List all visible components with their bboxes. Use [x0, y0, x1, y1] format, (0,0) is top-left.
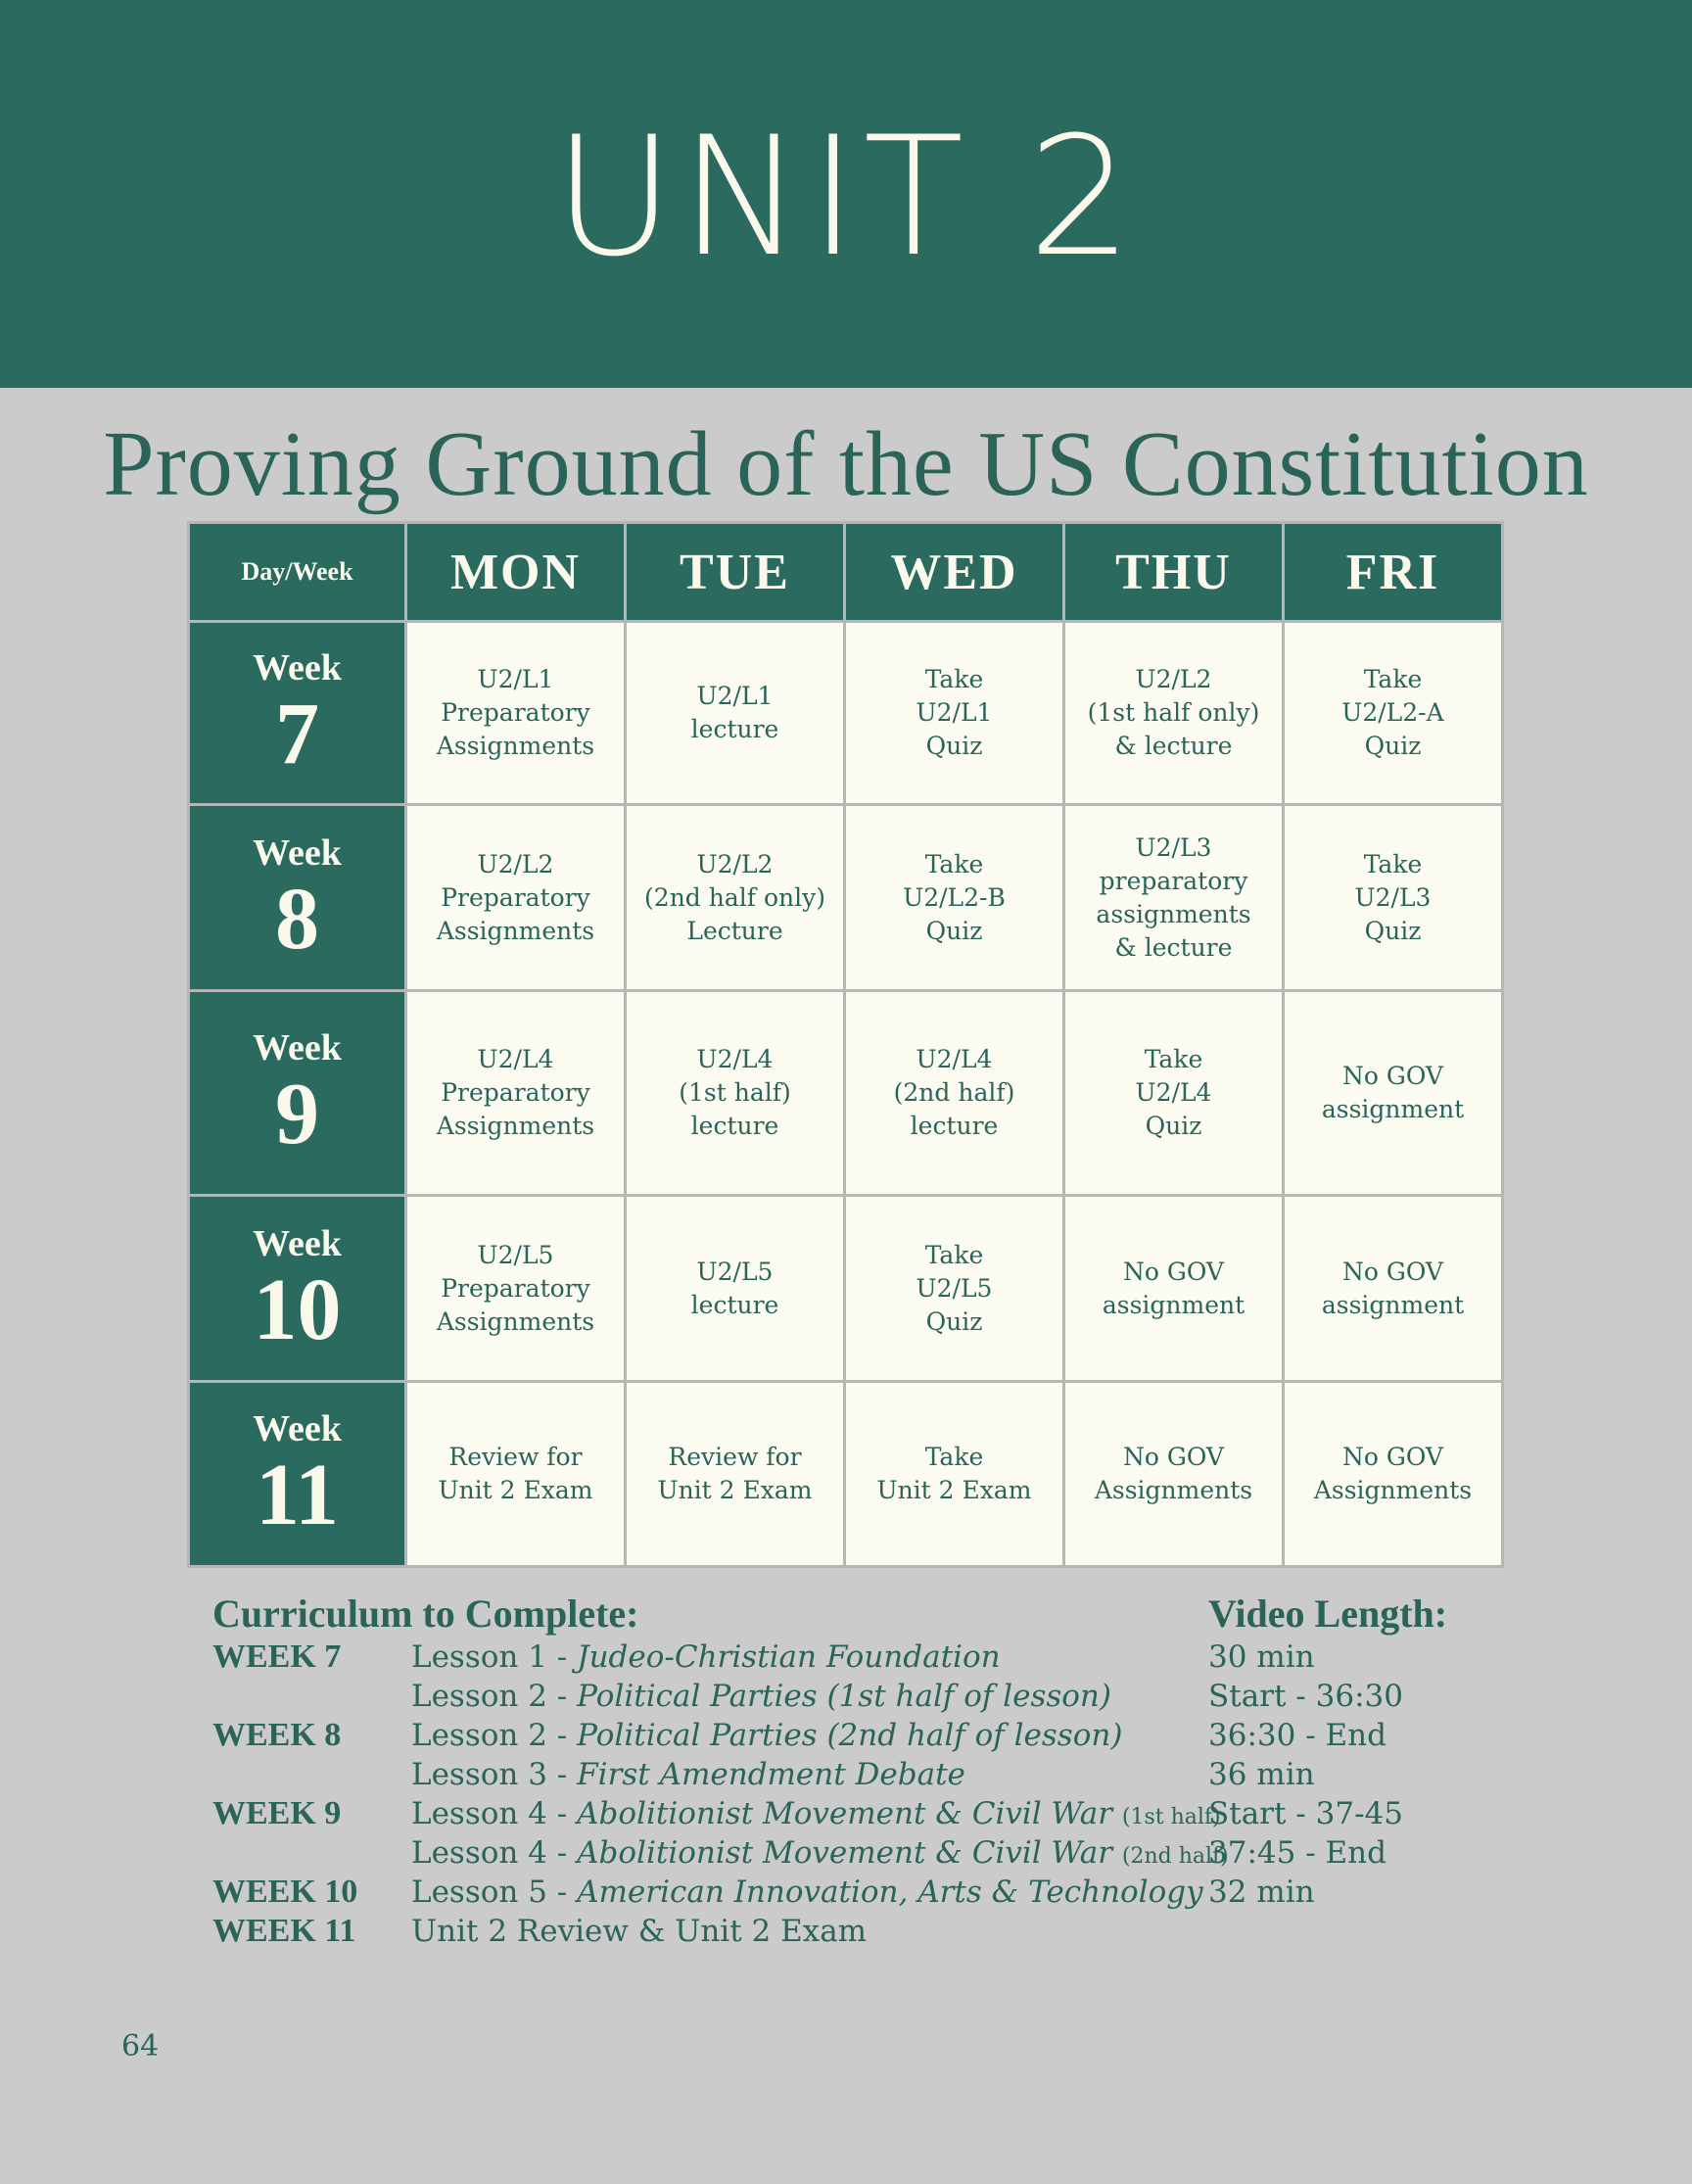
schedule-cell: No GOV Assignments: [1284, 1382, 1503, 1567]
lesson-text: Lesson 1 - Judeo-Christian Foundation: [411, 1639, 1001, 1675]
curriculum-week: WEEK 7: [212, 1638, 342, 1675]
schedule-cell: Review for Unit 2 Exam: [406, 1382, 626, 1567]
video-length: 37:45 - End: [1208, 1835, 1386, 1871]
week-header: [189, 1196, 406, 1382]
schedule-cell: Take U2/L4 Quiz: [1064, 991, 1284, 1196]
curriculum-heading: Curriculum to Complete:: [212, 1591, 639, 1636]
curriculum-week: WEEK 9: [212, 1795, 342, 1831]
weekly-schedule-table: [187, 521, 1504, 1568]
week-number: 10: [253, 1260, 342, 1358]
schedule-cell: Take U2/L2-A Quiz: [1284, 622, 1503, 805]
schedule-cell: U2/L4 Preparatory Assignments: [406, 991, 626, 1196]
curriculum-week: WEEK 10: [212, 1874, 358, 1910]
day-header: FRI: [1284, 523, 1503, 622]
schedule-cell: U2/L3 preparatory assignments & lecture: [1064, 805, 1284, 991]
day-header: MON: [406, 523, 626, 622]
lesson-text: Lesson 2 - Political Parties (2nd half of lesson): [411, 1718, 1123, 1753]
schedule-cell: U2/L1 Preparatory Assignments: [406, 622, 626, 805]
week-header: [189, 622, 406, 805]
lesson-text: Unit 2 Review & Unit 2 Exam: [411, 1914, 868, 1949]
schedule-cell: No GOV assignment: [1064, 1196, 1284, 1382]
week-number: 8: [275, 870, 319, 968]
corner-header: Day/Week: [189, 523, 406, 622]
schedule-cell: No GOV assignment: [1284, 1196, 1503, 1382]
day-header: THU: [1064, 523, 1284, 622]
schedule-cell: Take U2/L2-B Quiz: [845, 805, 1064, 991]
week-number: 9: [275, 1066, 319, 1163]
schedule-cell: U2/L4 (2nd half) lecture: [845, 991, 1064, 1196]
schedule-cell: U2/L1 lecture: [626, 622, 845, 805]
day-header: TUE: [626, 523, 845, 622]
schedule-cell: Take U2/L5 Quiz: [845, 1196, 1064, 1382]
table-row: [189, 622, 1503, 805]
table-row: [189, 1382, 1503, 1567]
video-length: 32 min: [1208, 1875, 1315, 1910]
video-length: 36 min: [1208, 1757, 1315, 1792]
week-number: 7: [275, 686, 319, 783]
schedule-cell: Take U2/L3 Quiz: [1284, 805, 1503, 991]
schedule-cell: U2/L2 (2nd half only) Lecture: [626, 805, 845, 991]
video-length: 36:30 - End: [1208, 1718, 1386, 1753]
lesson-text: Lesson 2 - Political Parties (1st half of lesson): [411, 1679, 1111, 1714]
video-length-heading: Video Length:: [1208, 1591, 1448, 1636]
lesson-text: Lesson 5 - American Innovation, Arts & Technology: [411, 1875, 1203, 1910]
week-label: Week: [253, 647, 342, 688]
schedule-cell: U2/L2 Preparatory Assignments: [406, 805, 626, 991]
table-row: [189, 805, 1503, 991]
video-length: Start - 36:30: [1208, 1679, 1403, 1714]
week-header: [189, 1382, 406, 1567]
page-subtitle: Proving Ground of the US Constitution: [103, 413, 1589, 515]
curriculum-week: WEEK 8: [212, 1717, 342, 1753]
schedule-cell: Take U2/L1 Quiz: [845, 622, 1064, 805]
week-label: Week: [253, 831, 342, 874]
table-row: [189, 991, 1503, 1196]
video-length: 30 min: [1208, 1639, 1315, 1675]
lesson-text: Lesson 4 - Abolitionist Movement & Civil War (1st half): [411, 1796, 1221, 1831]
video-length: Start - 37-45: [1208, 1796, 1404, 1831]
schedule-cell: U2/L4 (1st half) lecture: [626, 991, 845, 1196]
page-number: 64: [121, 2029, 160, 2064]
week-header: [189, 991, 406, 1196]
unit-title: UNIT 2: [553, 101, 1139, 293]
week-label: Week: [253, 1027, 342, 1068]
day-header: WED: [845, 523, 1064, 622]
week-label: Week: [253, 1408, 342, 1449]
lesson-text: Lesson 4 - Abolitionist Movement & Civil War (2nd half): [411, 1835, 1229, 1871]
table-row: [189, 1196, 1503, 1382]
schedule-cell: Take Unit 2 Exam: [845, 1382, 1064, 1567]
schedule-cell: No GOV assignment: [1284, 991, 1503, 1196]
schedule-cell: Review for Unit 2 Exam: [626, 1382, 845, 1567]
schedule-cell: U2/L2 (1st half only) & lecture: [1064, 622, 1284, 805]
unit-banner: [0, 0, 1692, 388]
schedule-cell: No GOV Assignments: [1064, 1382, 1284, 1567]
table-header-row: [189, 523, 1503, 622]
schedule-cell: U2/L5 Preparatory Assignments: [406, 1196, 626, 1382]
week-number: 11: [255, 1447, 340, 1543]
lesson-text: Lesson 3 - First Amendment Debate: [411, 1757, 965, 1792]
week-header: [189, 805, 406, 991]
schedule-cell: U2/L5 lecture: [626, 1196, 845, 1382]
week-label: Week: [253, 1222, 342, 1264]
curriculum-week: WEEK 11: [212, 1913, 356, 1949]
